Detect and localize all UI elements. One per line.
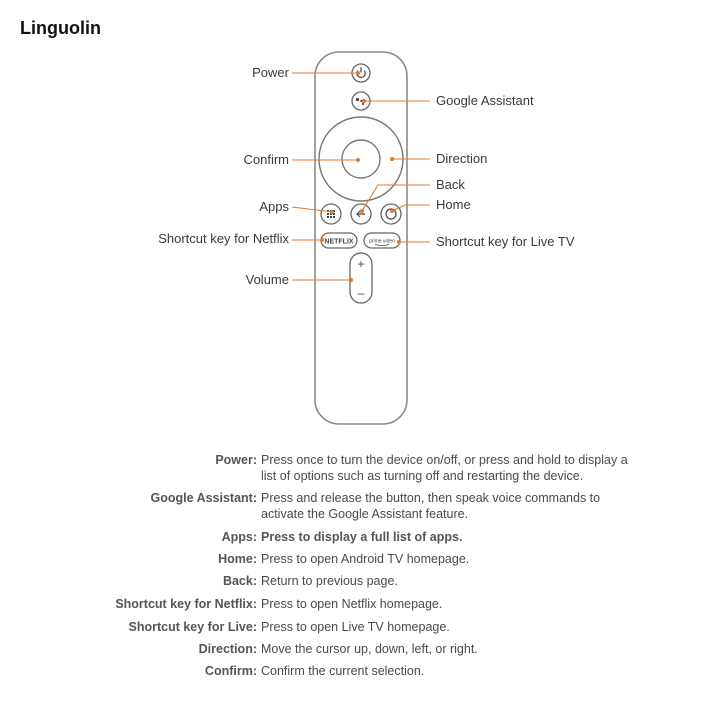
back-button[interactable] — [351, 204, 371, 224]
legend-term: Shortcut key for Live: — [128, 620, 257, 634]
callout-netflix: Shortcut key for Netflix — [158, 231, 289, 246]
legend-term: Google Assistant: — [150, 491, 257, 505]
apps-button[interactable] — [321, 204, 341, 224]
legend-term: Back: — [222, 574, 257, 588]
callout-live-tv: Shortcut key for Live TV — [436, 234, 575, 249]
legend-desc: Press to open Netflix homepage. — [261, 597, 443, 611]
legend-term: Shortcut key for Netflix: — [115, 597, 257, 611]
callout-back: Back — [436, 177, 465, 192]
legend-term: Direction: — [198, 642, 257, 656]
legend-desc: Press to open Live TV homepage. — [261, 620, 450, 634]
legend-desc: Press to display a full list of apps. — [261, 530, 463, 544]
legend-term: Power: — [215, 453, 257, 467]
callout-power: Power — [252, 65, 289, 80]
callout-google-assistant: Google Assistant — [436, 93, 534, 108]
legend-desc: Press to open Android TV homepage. — [261, 552, 470, 566]
prime-video-button-text: prime video — [369, 238, 395, 245]
brand-logo-text: Linguolin — [20, 18, 101, 38]
legend-desc: Press and release the button, then speak voice commands to activate the Google Assistant feature. — [261, 491, 601, 521]
netflix-button-text: NETFLIX — [324, 238, 354, 246]
legend-term: Apps: — [221, 530, 257, 544]
callout-confirm: Confirm — [243, 152, 289, 167]
volume-rocker[interactable] — [350, 253, 372, 303]
callout-volume: Volume — [245, 272, 289, 287]
legend-desc: Move the cursor up, down, left, or right. — [261, 642, 478, 656]
legend-desc: Press once to turn the device on/off, or press and hold to display a list of options such as turning off and restarting the device. — [261, 453, 628, 483]
prime-video-button[interactable] — [364, 233, 400, 248]
legend-desc: Confirm the current selection. — [261, 664, 425, 678]
volume-minus-icon: – — [357, 286, 365, 300]
netflix-button[interactable] — [321, 233, 357, 248]
volume-plus-icon: + — [357, 257, 365, 271]
legend-term: Home: — [218, 552, 257, 566]
callout-direction: Direction — [436, 151, 488, 166]
legend-desc: Return to previous page. — [261, 574, 398, 588]
callout-apps: Apps — [259, 199, 289, 214]
confirm-button[interactable] — [342, 140, 380, 178]
home-button[interactable] — [381, 204, 401, 224]
legend-term: Confirm: — [204, 664, 257, 678]
callout-home: Home — [436, 197, 471, 212]
